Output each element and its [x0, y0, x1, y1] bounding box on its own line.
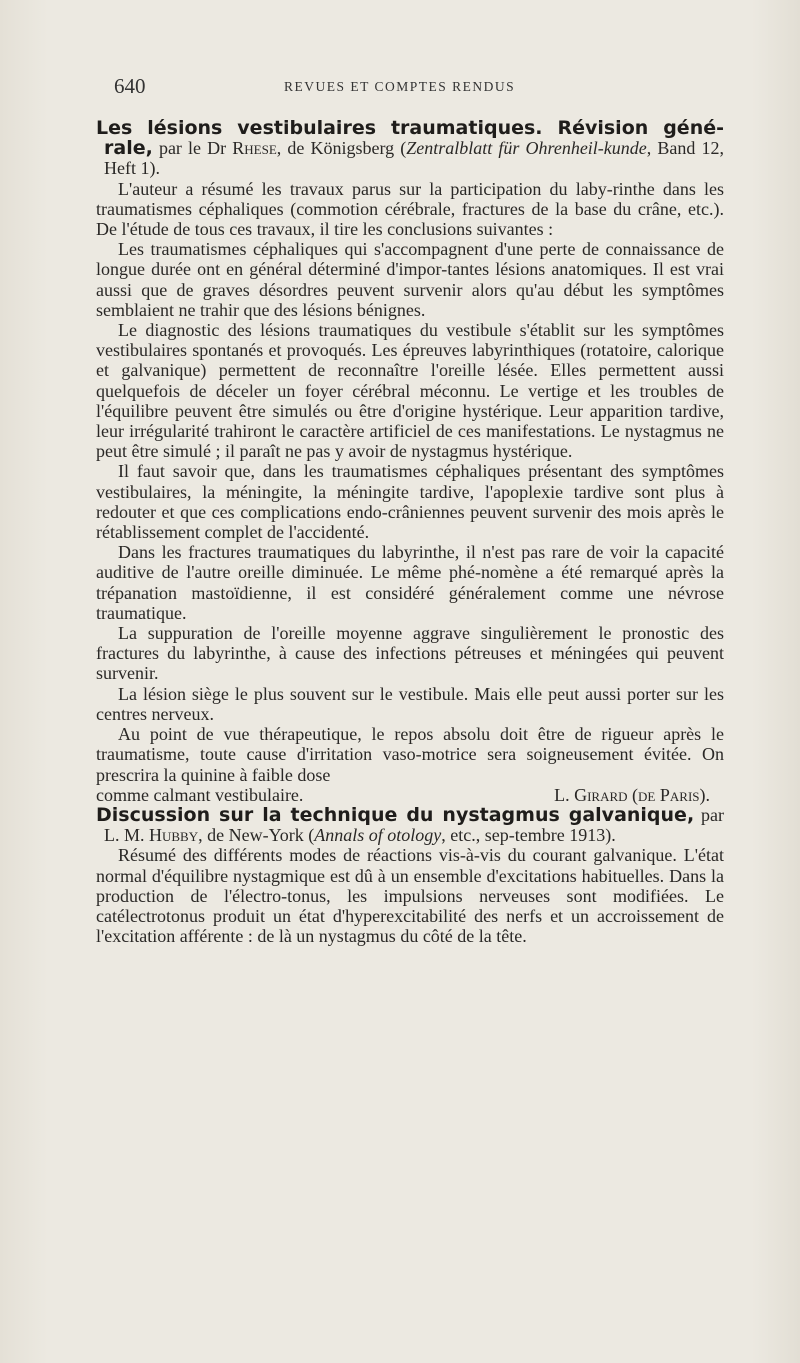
article-1-author: Rhese: [232, 138, 277, 159]
article-2-title: Discussion sur la technique du nystagmus galvanique,: [96, 803, 695, 826]
running-title: REVUES ET COMPTES RENDUS: [284, 79, 516, 94]
article-1-byline-mid: , de Königsberg (: [276, 138, 407, 159]
article-1-signature: L. Girard (de Paris).: [554, 784, 710, 805]
article-1-byline-pre: par le Dr: [158, 138, 233, 159]
article-1-byline-post: , Band 12, Heft 1).: [104, 138, 725, 179]
article-2-heading: [96, 805, 724, 845]
article-2-byline-post: , etc., sep-tembre 1913).: [441, 825, 616, 846]
article-2-byline-pre: par L. M.: [104, 804, 725, 846]
article-1-heading: [96, 118, 724, 179]
article-2-byline-mid: , de New-York (: [198, 825, 315, 846]
article-1-title: Les lésions vestibulaires traumatiques. Révision géné-rale,: [96, 117, 724, 160]
article-2: [96, 805, 724, 946]
page-content: [96, 118, 724, 946]
page-header: [114, 74, 724, 98]
article-1-journal: Zentralblatt für Ohrenheil-kunde: [406, 138, 647, 159]
page-number: 640: [114, 74, 146, 98]
article-1: [96, 118, 724, 805]
article-1-paragraph: L'auteur a résumé les travaux parus sur la participation du laby-rinthe dans les traumatismes céphaliques (commotion cérébrale, fractures de la base du crâne, etc.). De l'étude de tous ces travaux, il tire les conclusions suivantes :: [96, 178, 724, 240]
article-2-author: Hubby: [149, 825, 199, 846]
article-1-closing-line: [96, 785, 724, 805]
article-1-paragraph: Dans les fractures traumatiques du labyrinthe, il n'est pas rare de voir la capacité auditive de l'autre oreille diminuée. Le même phé-nomène a été remarqué après la trépanation mastoïdienne, il est considéré généralement comme une névrose traumatique.: [96, 542, 724, 623]
article-1-paragraph: La suppuration de l'oreille moyenne aggrave singulièrement le pronostic des fractures du labyrinthe, à cause des infections pétreuses et méningées qui peuvent survenir.: [96, 623, 724, 684]
article-1-paragraph: La lésion siège le plus souvent sur le vestibule. Mais elle peut aussi porter sur les centres nerveux.: [96, 683, 724, 724]
article-1-last-line: comme calmant vestibulaire.: [96, 784, 304, 805]
article-1-paragraph: Il faut savoir que, dans les traumatismes céphaliques présentant des symptômes vestibulaires, la méningite, la méningite tardive, l'apoplexie tardive sont plus à redouter et que ces complications endo-crâniennes peuvent survenir des mois après le rétablissement complet de l'accidenté.: [96, 461, 724, 543]
article-1-paragraph: Au point de vue thérapeutique, le repos absolu doit être de rigueur après le traumatisme, toute cause d'irritation vaso-motrice sera soigneusement évitée. On prescrira la quinine à faible dose: [96, 724, 724, 785]
article-2-paragraph: Résumé des différents modes de réactions vis-à-vis du courant galvanique. L'état normal d'équilibre nystagmique est dû à un ensemble d'excitations habituelles. Dans la production de l'électro-tonus, les impulsions nerveuses sont modifiées. Le catélectrotonus produit un état d'hyperexcitabilité des nerfs et un accroissement de l'excitation afférente : de là un nystagmus du côté de la tête.: [96, 845, 724, 947]
article-1-paragraph: Le diagnostic des lésions traumatiques du vestibule s'établit sur les symptômes vestibulaires spontanés et provoqués. Les épreuves labyrinthiques (rotatoire, calorique et galvanique) permettent de reconnaître l'oreille lésée. Elles permettent aussi quelquefois de déceler un foyer cérébral méconnu. Le vertige et les troubles de l'équilibre peuvent être simulés ou être d'origine hystérique. Leur apparition tardive, leur irrégularité trahiront le caractère artificiel de ces manifestations. Le nystagmus ne peut être simulé ; il paraît ne pas y avoir de nystagmus hystérique.: [96, 320, 724, 462]
article-2-journal: Annals of otology: [314, 825, 442, 846]
article-1-paragraph: Les traumatismes céphaliques qui s'accompagnent d'une perte de connaissance de longue durée ont en général déterminé d'impor-tantes lésions anatomiques. Il est vrai aussi que de graves désordres peuvent survenir alors qu'au début les symptômes semblaient ne trahir que des lésions bénignes.: [96, 239, 724, 320]
